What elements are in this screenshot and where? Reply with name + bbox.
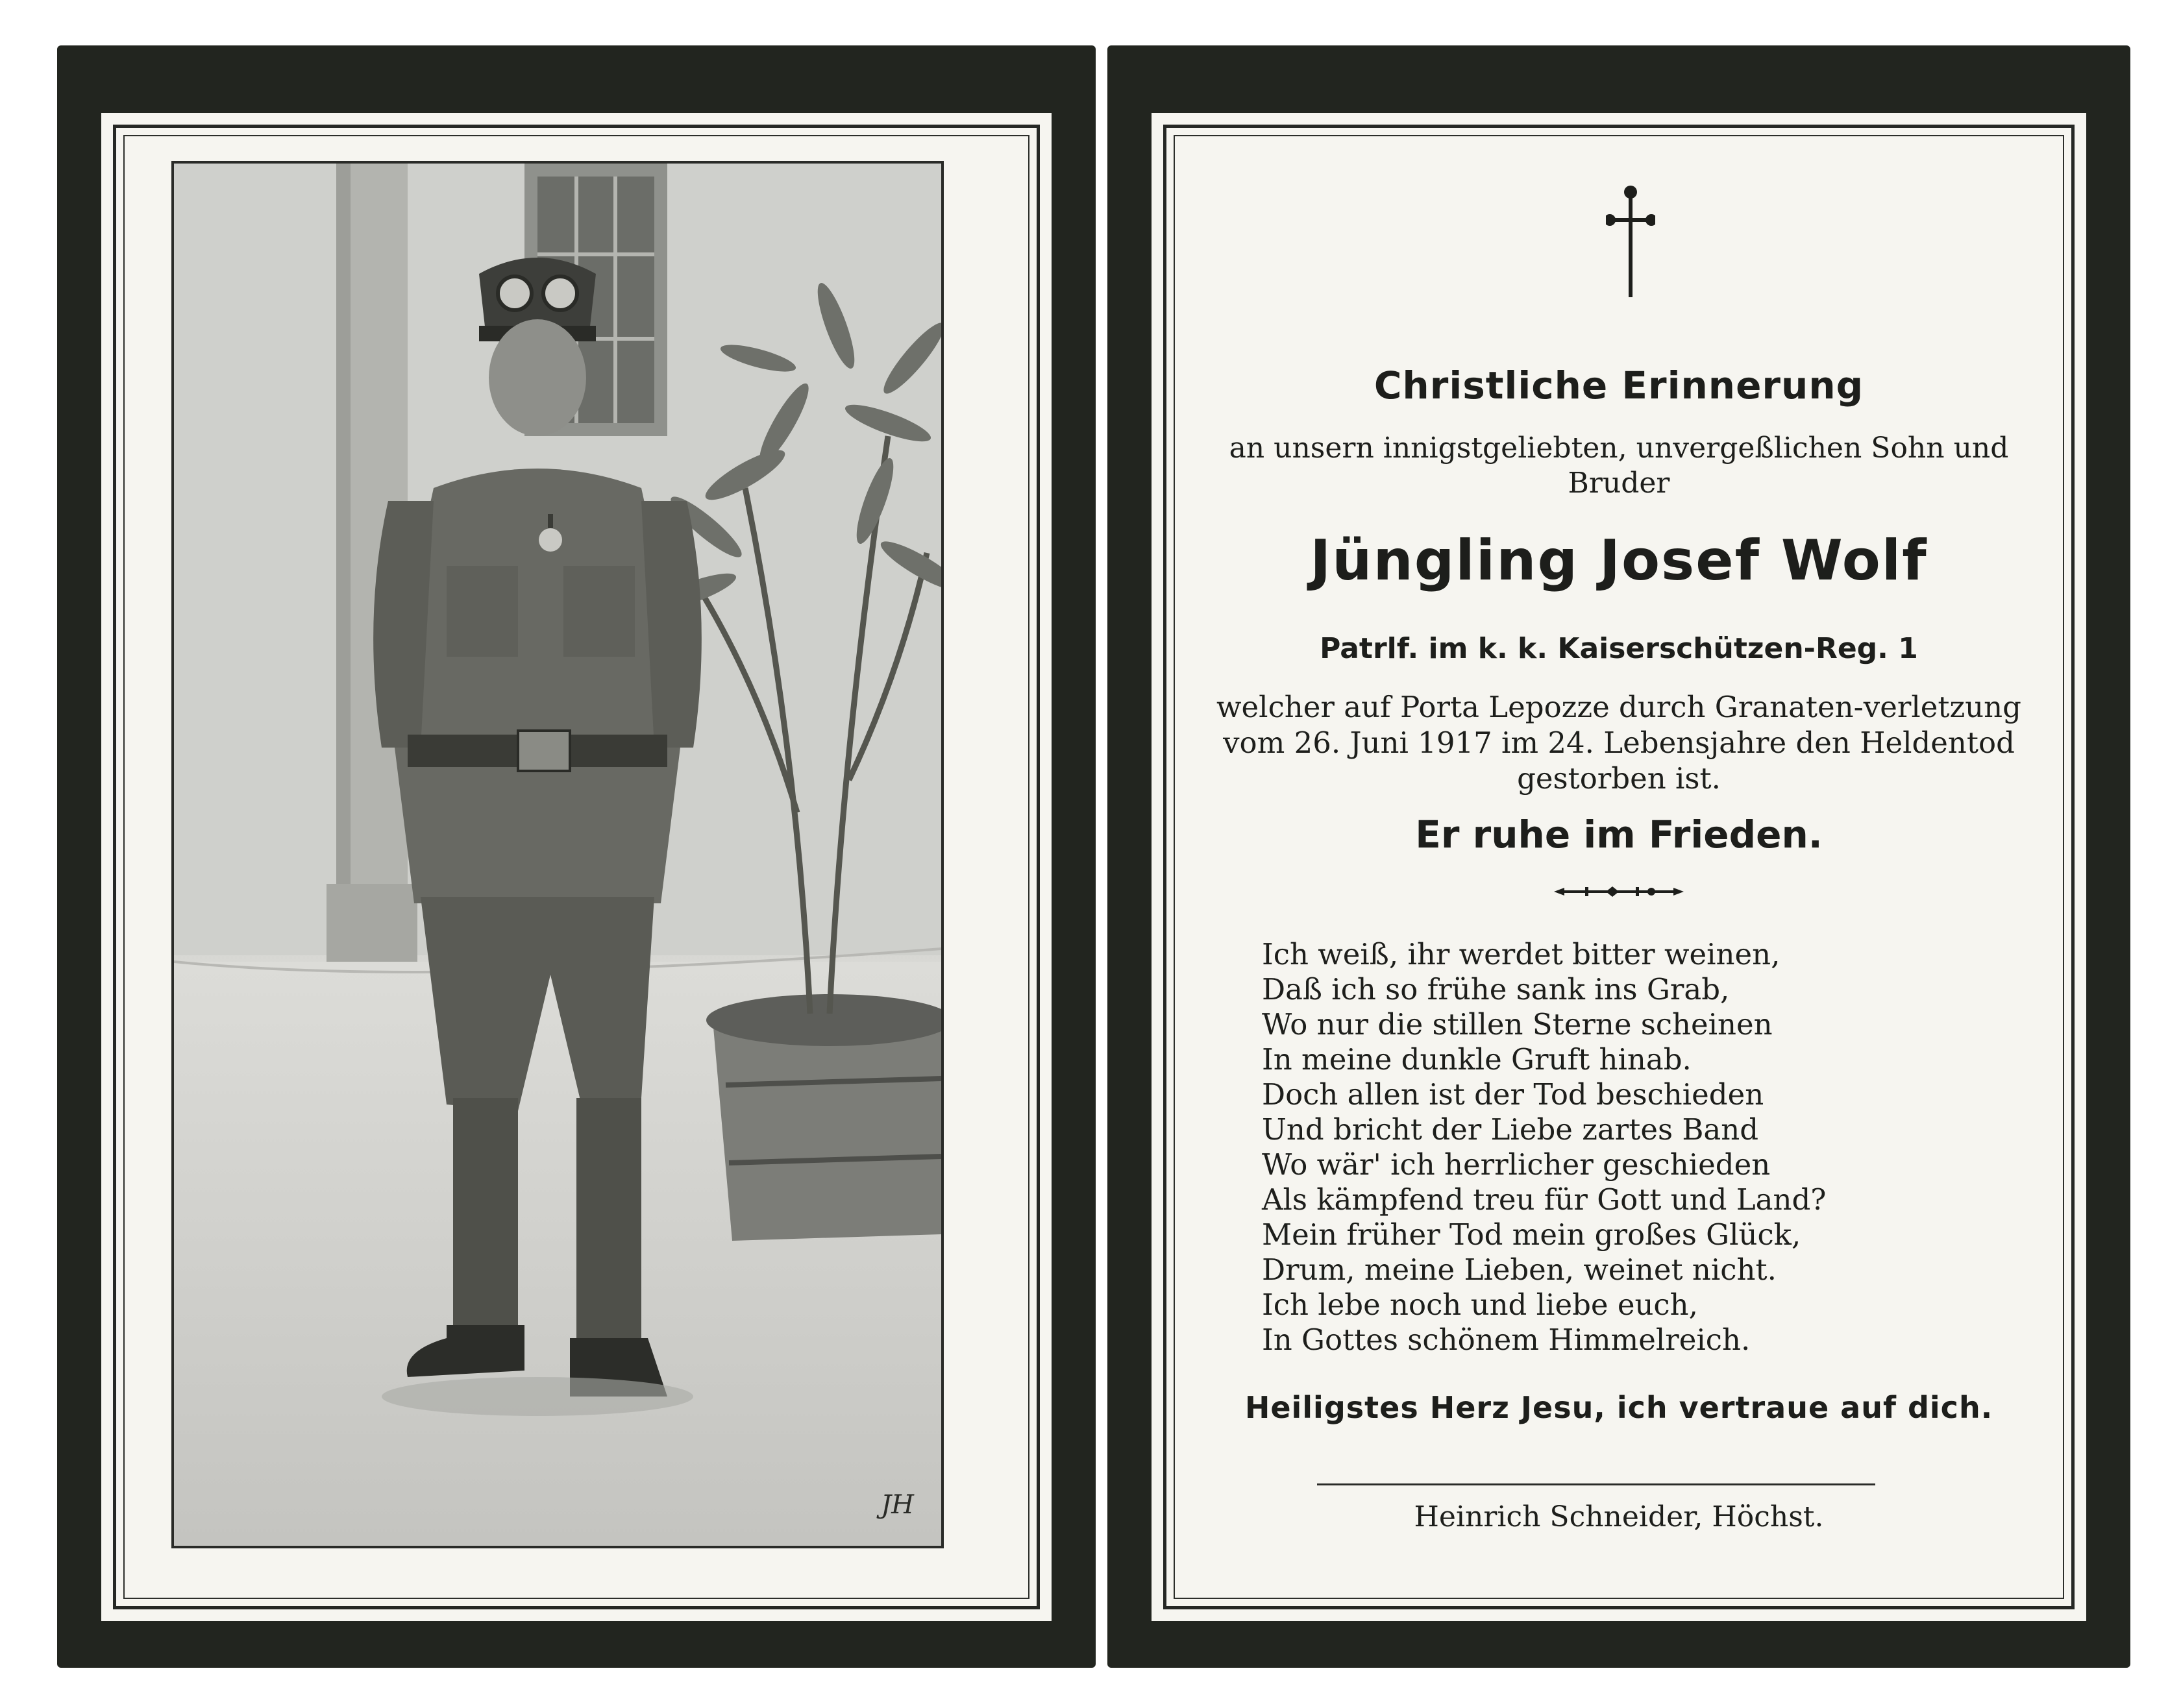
poem-line: Mein früher Tod mein großes Glück,	[1262, 1217, 1801, 1252]
poem-line: Daß ich so frühe sank ins Grab,	[1262, 972, 1730, 1006]
dedication-text: an unsern innigstgeliebten, unvergeßlichen Sohn und Bruder	[1229, 432, 2009, 500]
poem-line: Als kämpfend treu für Gott und Land?	[1262, 1182, 1827, 1217]
photographer-monogram: JH	[881, 1490, 914, 1520]
poem-line: Drum, meine Lieben, weinet nicht.	[1262, 1252, 1777, 1287]
photo-paper	[101, 113, 1052, 1621]
poem-line: Wo wär' ich herrlicher geschieden	[1262, 1147, 1771, 1182]
soldier-photograph	[171, 161, 944, 1548]
heading: Christliche Erinnerung	[1374, 363, 1864, 408]
military-rank: Patrlf. im k. k. Kaiserschützen-Reg. 1	[1320, 632, 1918, 665]
poem-line: Doch allen ist der Tod beschieden	[1262, 1077, 1764, 1112]
text-panel	[1107, 45, 2130, 1668]
poem-line: In Gottes schönem Himmelreich.	[1262, 1323, 1751, 1357]
cross-icon	[1606, 184, 1655, 301]
prayer-line: Heiligstes Herz Jesu, ich vertraue auf dich.	[1244, 1390, 1993, 1425]
death-description: welcher auf Porta Lepozze durch Granaten-verletzung vom 26. Juni 1917 im 24. Lebensjahre den Heldentod gestorben ist.	[1216, 690, 2021, 796]
poem-line: In meine dunkle Gruft hinab.	[1262, 1042, 1692, 1077]
printer-divider	[1317, 1483, 1875, 1485]
rest-in-peace: Er ruhe im Frieden.	[1415, 812, 1823, 857]
photo-panel	[57, 45, 1096, 1668]
poem-line: Wo nur die stillen Sterne scheinen	[1262, 1007, 1773, 1042]
soldier-photo-illustration	[174, 164, 941, 1546]
printer-credit: Heinrich Schneider, Höchst.	[1414, 1500, 1824, 1533]
ornament-divider-icon	[1554, 885, 1684, 898]
deceased-name: Jüngling Josef Wolf	[1310, 528, 1928, 593]
poem-line: Ich lebe noch und liebe euch,	[1262, 1287, 1698, 1322]
frame-inner-rule	[1174, 135, 2064, 1599]
text-paper	[1152, 113, 2086, 1621]
poem-line: Ich weiß, ihr werdet bitter weinen,	[1262, 937, 1781, 971]
poem-line: Und bricht der Liebe zartes Band	[1262, 1112, 1759, 1147]
poem	[1262, 937, 1826, 1358]
